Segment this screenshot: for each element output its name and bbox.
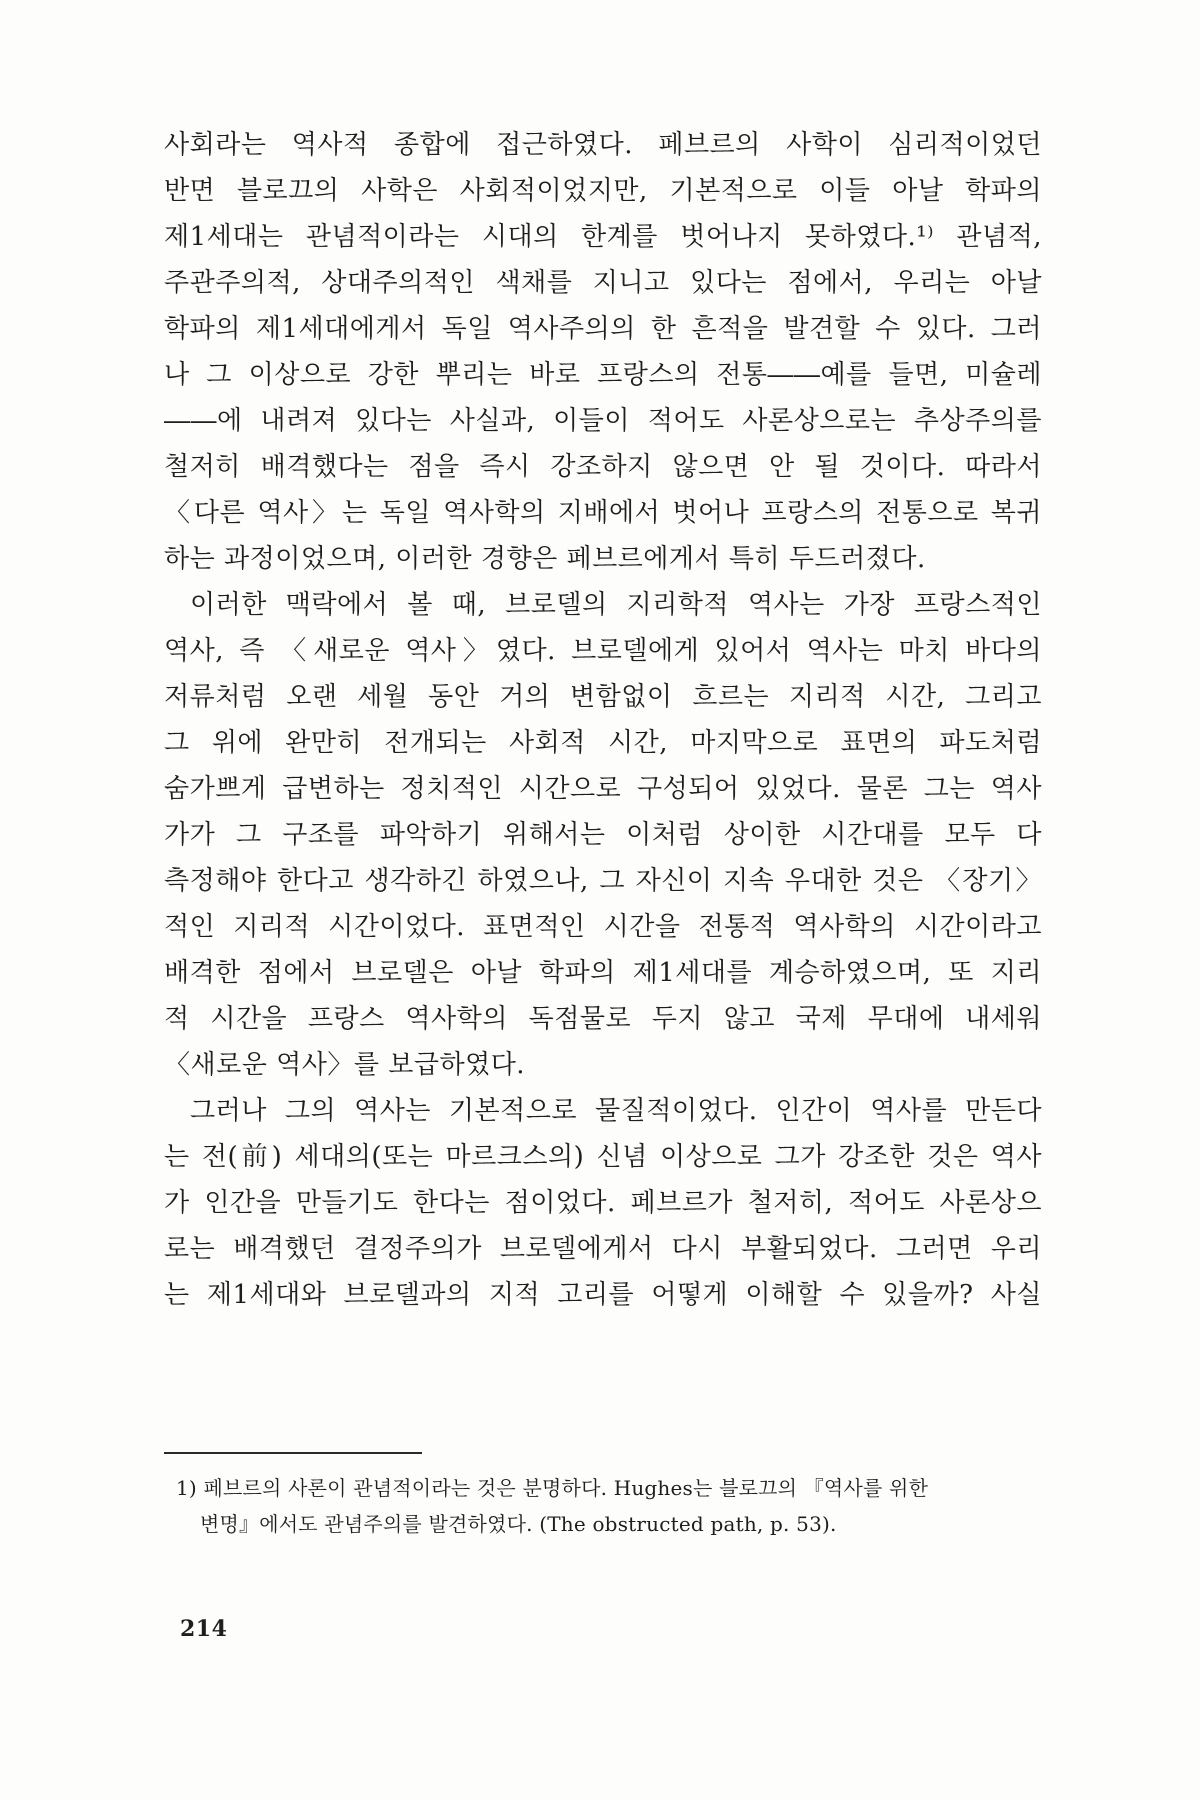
footnote [176,1470,1042,1542]
text-line: 적 시간을 프랑스 역사학의 독점물로 두지 않고 국제 무대에 내세워 [164,1004,1042,1034]
text-line: 사회라는 역사적 종합에 접근하였다. 페브르의 사학이 심리적이었던 [164,130,1042,160]
text-line: 는 제1세대와 브로델과의 지적 고리를 어떻게 이해할 수 있을까? 사실 [164,1280,1042,1310]
text-line: 〈다른 역사〉는 독일 역사학의 지배에서 벗어나 프랑스의 전통으로 복귀 [164,498,1042,528]
text-line: 측정해야 한다고 생각하긴 하였으나, 그 자신이 지속 우대한 것은 〈장기〉 [164,866,1042,896]
text-line: 가가 그 구조를 파악하기 위해서는 이처럼 상이한 시간대를 모두 다 [164,820,1042,850]
text-line: 는 전(前) 세대의(또는 마르크스의) 신념 이상으로 그가 강조한 것은 역사 [164,1142,1042,1172]
text-line: 나 그 이상으로 강한 뿌리는 바로 프랑스의 전통――예를 들면, 미슐레 [164,360,1042,390]
page-number: 214 [180,1616,228,1642]
paragraph [164,1088,1042,1318]
text-line: 제1세대는 관념적이라는 시대의 한계를 벗어나지 못하였다.¹⁾ 관념적, [164,222,1042,252]
paragraph [164,582,1042,1088]
text-line: 저류처럼 오랜 세월 동안 거의 변함없이 흐르는 지리적 시간, 그리고 [164,682,1042,712]
text-line: 주관주의적, 상대주의적인 색채를 지니고 있다는 점에서, 우리는 아날 [164,268,1042,298]
paragraph [164,122,1042,582]
text-line: 숨가쁘게 급변하는 정치적인 시간으로 구성되어 있었다. 물론 그는 역사 [164,774,1042,804]
text-line: 〈새로운 역사〉를 보급하였다. [164,1050,526,1080]
text-line: 하는 과정이었으며, 이러한 경향은 페브르에게서 특히 두드러졌다. [164,544,926,574]
text-line: 그러나 그의 역사는 기본적으로 물질적이었다. 인간이 역사를 만든다 [190,1096,1042,1126]
text-line: 역사, 즉 〈새로운 역사〉였다. 브로델에게 있어서 역사는 마치 바다의 [164,636,1042,666]
text-line: 적인 지리적 시간이었다. 표면적인 시간을 전통적 역사학의 시간이라고 [164,912,1042,942]
text-line: 학파의 제1세대에게서 독일 역사주의의 한 흔적을 발견할 수 있다. 그러 [164,314,1042,344]
text-line: 배격한 점에서 브로델은 아날 학파의 제1세대를 계승하였으며, 또 지리 [164,958,1042,988]
text-line: 가 인간을 만들기도 한다는 점이었다. 페브르가 철저히, 적어도 사론상으 [164,1188,1042,1218]
footnote-divider [164,1452,422,1454]
footnote-line: 변명』에서도 관념주의를 발견하였다. (The obstructed path, p. 53). [200,1512,837,1536]
footnote-line: 1) 페브르의 사론이 관념적이라는 것은 분명하다. Hughes는 블로끄의 『역사를 위한 [176,1476,929,1500]
footnotes [176,1470,1042,1542]
text-line: 이러한 맥락에서 볼 때, 브로델의 지리학적 역사는 가장 프랑스적인 [190,590,1042,620]
text-line: 반면 블로끄의 사학은 사회적이었지만, 기본적으로 이들 아날 학파의 [164,176,1042,206]
text-line: 그 위에 완만히 전개되는 사회적 시간, 마지막으로 표면의 파도처럼 [164,728,1042,758]
text-line: 철저히 배격했다는 점을 즉시 강조하지 않으면 안 될 것이다. 따라서 [164,452,1042,482]
text-line: ――에 내려져 있다는 사실과, 이들이 적어도 사론상으로는 추상주의를 [164,406,1042,436]
text-line: 로는 배격했던 결정주의가 브로델에게서 다시 부활되었다. 그러면 우리 [164,1234,1042,1264]
body-text [164,122,1042,1318]
